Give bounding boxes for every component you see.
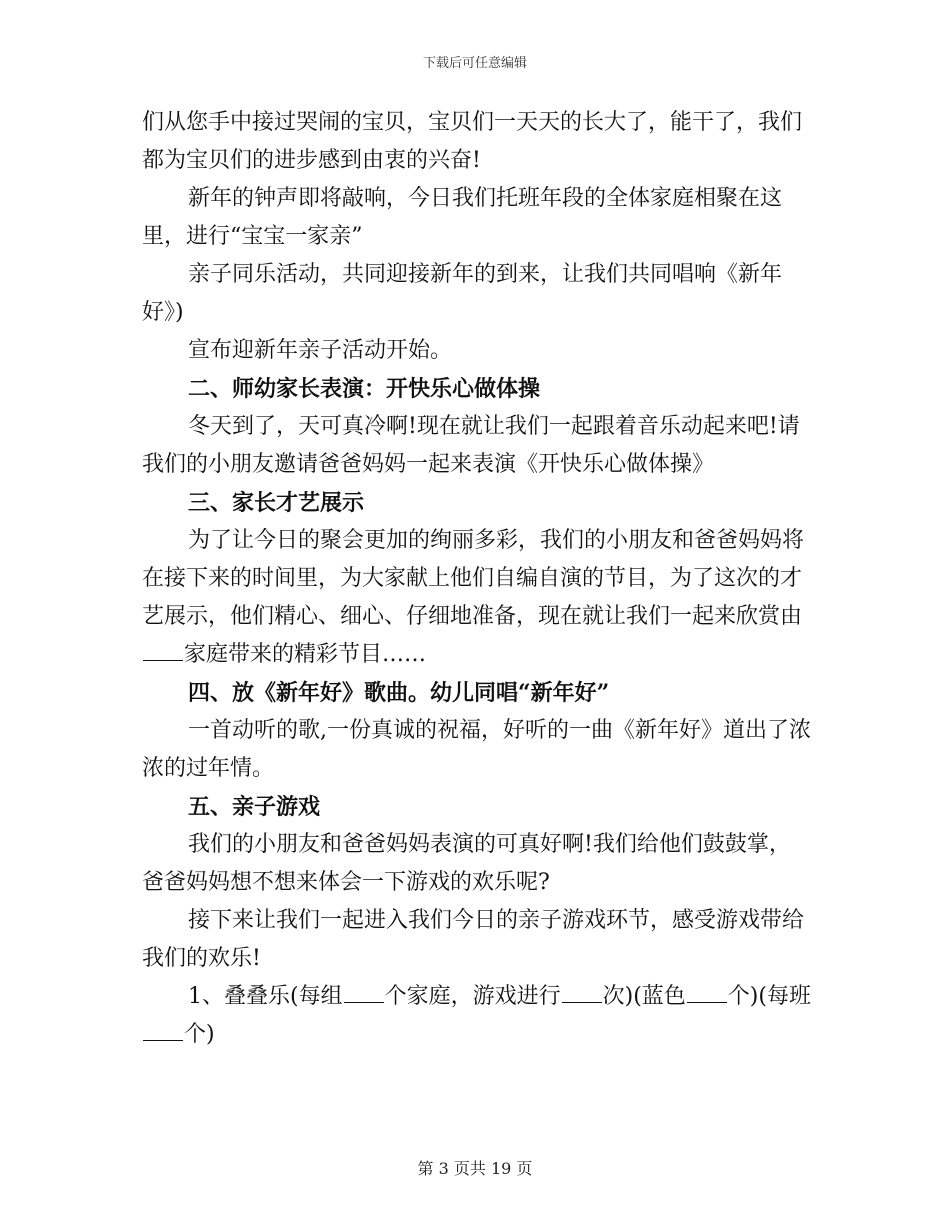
paragraph: 新年的钟声即将敲响，今日我们托班年段的全体家庭相聚在这里，进行“宝宝一家亲” bbox=[142, 186, 783, 249]
section-heading: 二、师幼家长表演：开快乐心做体操 bbox=[188, 376, 541, 402]
section-heading: 三、家长才艺展示 bbox=[188, 490, 365, 516]
paragraph-text: 个) bbox=[184, 1022, 215, 1047]
paragraph bbox=[142, 522, 812, 674]
page-header: 下载后可任意编辑 bbox=[422, 56, 527, 71]
paragraph-text: 次)(蓝色 bbox=[602, 984, 686, 1009]
paragraph: 宣布迎新年亲子活动开始。 bbox=[188, 338, 453, 363]
paragraph-text: 1、叠叠乐(每组 bbox=[188, 984, 343, 1009]
section-heading: 四、放《新年好》歌曲。幼儿同唱“新年好” bbox=[188, 680, 610, 706]
paragraph-text: 个家庭，游戏进行 bbox=[384, 984, 561, 1009]
paragraph: 接下来让我们一起进入我们今日的亲子游戏环节，感受游戏带给我们的欢乐! bbox=[142, 908, 805, 971]
fill-blank bbox=[143, 659, 183, 661]
paragraph: 我们的小朋友和爸爸妈妈表演的可真好啊!我们给他们鼓鼓掌，爸爸妈妈想不想来体会一下游戏的欢乐呢? bbox=[142, 832, 791, 895]
fill-blank bbox=[687, 1001, 727, 1003]
document-body bbox=[142, 104, 812, 1054]
fill-blank bbox=[344, 1001, 384, 1003]
fill-blank bbox=[562, 1001, 602, 1003]
paragraph: 冬天到了，天可真冷啊!现在就让我们一起跟着音乐动起来吧!请我们的小朋友邀请爸爸妈妈一起来表演《开快乐心做体操》 bbox=[142, 414, 800, 477]
paragraph-text: 个)(每班 bbox=[727, 984, 811, 1009]
page-footer: 第 3 页共 19 页 bbox=[417, 1159, 533, 1178]
paragraph: 们从您手中接过哭闹的宝贝，宝贝们一天天的长大了，能干了，我们都为宝贝们的进步感到由衷的兴奋! bbox=[142, 110, 803, 173]
paragraph: 亲子同乐活动，共同迎接新年的到来，让我们共同唱响《新年好》) bbox=[142, 262, 783, 325]
paragraph: 一首动听的歌,一份真诚的祝福，好听的一曲《新年好》道出了浓浓的过年情。 bbox=[142, 718, 811, 781]
fill-blank bbox=[143, 1039, 183, 1041]
paragraph-text: 为了让今日的聚会更加的绚丽多彩，我们的小朋友和爸爸妈妈将在接下来的时间里，为大家献上他们自编自演的节目，为了这次的才艺展示，他们精心、细心、仔细地准备，现在就让我们一起来欣赏由 bbox=[142, 528, 805, 629]
section-heading: 五、亲子游戏 bbox=[188, 794, 321, 820]
paragraph bbox=[142, 978, 812, 1054]
paragraph-text: 家庭带来的精彩节目…… bbox=[184, 642, 427, 667]
